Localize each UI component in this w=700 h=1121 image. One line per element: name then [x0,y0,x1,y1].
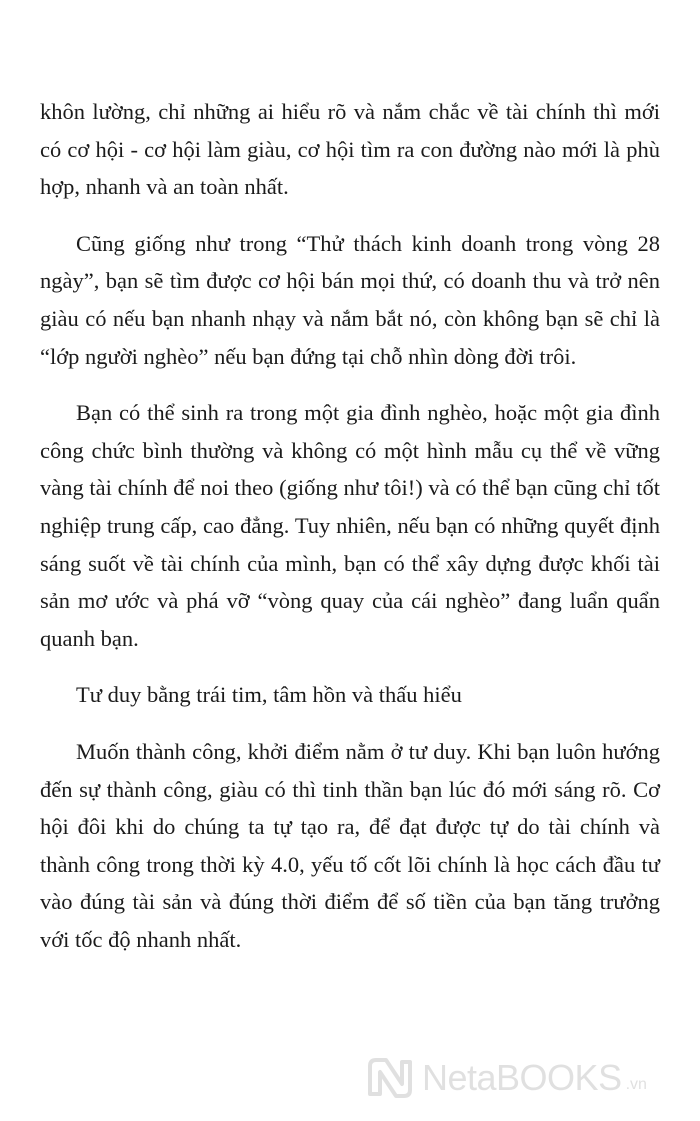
paragraph-gap [40,375,660,394]
paragraph-1: khôn lường, chỉ những ai hiểu rõ và nắm chắc về tài chính thì mới có cơ hội - cơ hội làm giàu, cơ hội tìm ra con đường nào mới là phù hợp, nhanh và an toàn nhất. [40,99,660,200]
paragraph-2: Cũng giống như trong “Thử thách kinh doanh trong vòng 28 ngày”, bạn sẽ tìm được cơ hội bán mọi thứ, có doanh thu và trở nên giàu có nếu bạn nhanh nhạy và nắm bắt nó, còn không bạn sẽ chỉ là “lớp người nghèo” nếu bạn đứng tại chỗ nhìn dòng đời trôi. [40,230,660,369]
paragraph-gap [40,657,660,676]
watermark [366,1052,686,1104]
paragraph-gap [40,714,660,733]
netabooks-logo-icon [366,1056,418,1100]
paragraph-gap [40,206,660,225]
paragraph-5: Muốn thành công, khởi điểm nằm ở tư duy. Khi bạn luôn hướng đến sự thành công, giàu có thì tinh thần bạn lúc đó mới sáng rõ. Cơ hội đôi khi do chúng ta tự tạo ra, để đạt được tự do tài chính và thành công trong thời kỳ 4.0, yếu tố cốt lõi chính là học cách đầu tư vào đúng tài sản và đúng thời điểm để số tiền của bạn tăng trưởng với tốc độ nhanh nhất. [40,738,660,952]
paragraph-3: Bạn có thể sinh ra trong một gia đình nghèo, hoặc một gia đình công chức bình thường và không có một hình mẫu cụ thể về vững vàng tài chính để noi theo (giống như tôi!) và có thể bạn cũng chỉ tốt nghiệp trung cấp, cao đẳng. Tuy nhiên, nếu bạn có những quyết định sáng suốt về tài chính của mình, bạn có thể xây dựng được khối tài sản mơ ước và phá vỡ “vòng quay của cái nghèo” đang luẩn quẩn quanh bạn. [40,400,660,651]
watermark-brand: NetaBOOKS [422,1057,622,1098]
section-heading: Tư duy bằng trái tim, tâm hồn và thấu hiểu [76,682,462,708]
watermark-tld: .vn [625,1076,647,1093]
book-page-body [40,93,660,958]
